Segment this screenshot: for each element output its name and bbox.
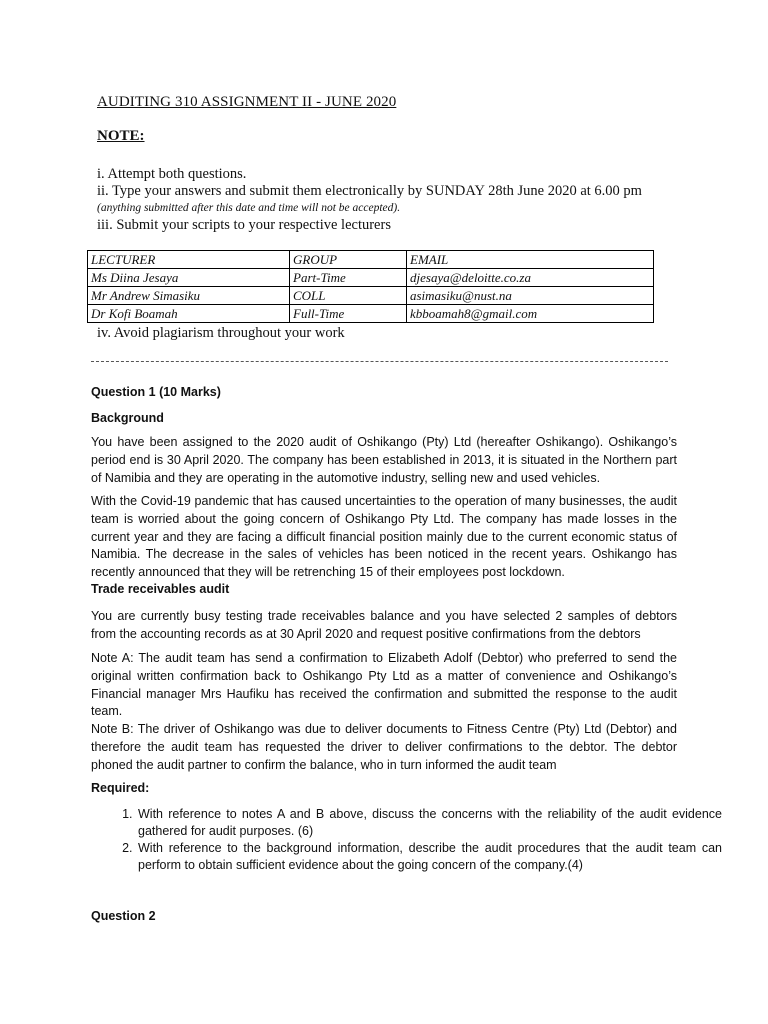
lecturer-name: Mr Andrew Simasiku xyxy=(88,287,290,305)
lecturer-group: COLL xyxy=(290,287,407,305)
list-item: 1. With reference to notes A and B above, discuss the concerns with the reliability of the audit evidence gathered for audit purposes. (6) xyxy=(136,806,722,840)
instruction-4: iv. Avoid plagiarism throughout your work xyxy=(97,325,345,341)
lecturer-email: djesaya@deloitte.co.za xyxy=(407,269,654,287)
table-row xyxy=(88,305,654,323)
assignment-title: AUDITING 310 ASSIGNMENT II - JUNE 2020 xyxy=(97,94,397,110)
background-paragraph-1: You have been assigned to the 2020 audit of Oshikango (Pty) Ltd (hereafter Oshikango). Oshikango’s period end is 30 April 2020. The company has been established in 2013, it is situated in the Northern part of Namibia and they are operating in the automotive industry, selling new and used vehicles. xyxy=(91,435,677,485)
instruction-2: ii. Type your answers and submit them electronically by SUNDAY 28th June 2020 at 6.00 pm xyxy=(97,183,642,199)
question-1-heading: Question 1 (10 Marks) xyxy=(91,385,221,399)
late-submission-note: (anything submitted after this date and time will not be accepted). xyxy=(97,202,401,214)
note-heading: NOTE: xyxy=(97,128,145,144)
instruction-3: iii. Submit your scripts to your respective lecturers xyxy=(97,217,391,233)
required-list xyxy=(91,806,722,874)
note-a-paragraph: Note A: The audit team has send a confirmation to Elizabeth Adolf (Debtor) who preferred to send the original written confirmation back to Oshikango Pty Ltd as a matter of convenience and Oshikango’s Financial manager Mrs Haufiku has received the confirmation and submitted the response to the audit team. xyxy=(91,651,677,719)
trade-receivables-heading: Trade receivables audit xyxy=(91,582,230,596)
lecturer-email: asimasiku@nust.na xyxy=(407,287,654,305)
background-heading: Background xyxy=(91,411,164,425)
note-b-paragraph: Note B: The driver of Oshikango was due to deliver documents to Fitness Centre (Pty) Ltd (Debtor) and therefore the audit team has requested the driver to deliver confirmations to the debtor. The debtor phoned the audit partner to confirm the balance, who in turn informed the audit team xyxy=(91,722,677,772)
column-header-lecturer: LECTURER xyxy=(88,251,290,269)
list-item: 2. With reference to the background information, describe the audit procedures that the audit team can perform to obtain sufficient evidence about the going concern of the company.(4) xyxy=(136,840,722,874)
lecturer-group: Part-Time xyxy=(290,269,407,287)
lecturer-name: Dr Kofi Boamah xyxy=(88,305,290,323)
section-divider xyxy=(91,361,668,362)
lecturers-table xyxy=(87,250,654,323)
required-heading: Required: xyxy=(91,781,150,795)
trade-receivables-paragraph: You are currently busy testing trade receivables balance and you have selected 2 samples of debtors from the accounting records as at 30 April 2020 and request positive confirmations from the debtors xyxy=(91,609,677,641)
instruction-1: i. Attempt both questions. xyxy=(97,166,247,182)
table-row xyxy=(88,269,654,287)
column-header-email: EMAIL xyxy=(407,251,654,269)
background-paragraph-2: With the Covid-19 pandemic that has caused uncertainties to the operation of many businesses, the audit team is worried about the going concern of Oshikango Pty Ltd. The company has made losses in the current year and they are facing a difficult financial position mainly due to the current economic status of Namibia. The decrease in the sales of vehicles has been noticed in the recent years. Oshikango has recently announced that they will be retrenching 15 of their employees post lockdown. xyxy=(91,494,677,580)
lecturer-email: kbboamah8@gmail.com xyxy=(407,305,654,323)
lecturer-group: Full-Time xyxy=(290,305,407,323)
table-row xyxy=(88,287,654,305)
lecturer-name: Ms Diina Jesaya xyxy=(88,269,290,287)
question-2-heading: Question 2 xyxy=(91,909,156,923)
column-header-group: GROUP xyxy=(290,251,407,269)
table-header-row xyxy=(88,251,654,269)
